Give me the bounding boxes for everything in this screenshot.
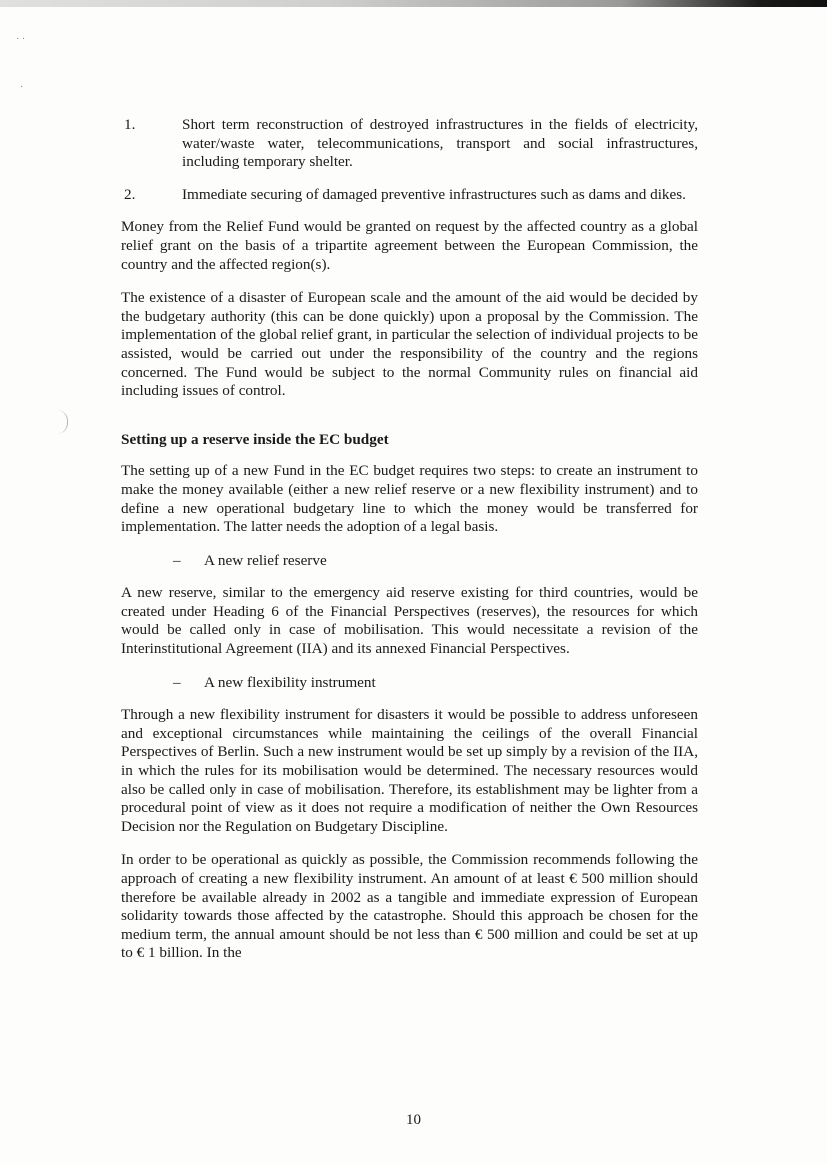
dash-item-flexibility-instrument <box>121 674 698 693</box>
scan-artifact: · · <box>16 34 26 45</box>
dash-item-text: A new relief reserve <box>204 551 327 569</box>
page-body <box>121 116 698 978</box>
paragraph-setting-up: The setting up of a new Fund in the EC budget requires two steps: to create an instrument to make the money available (either a new relief reserve or a new flexibility instrument) and to define a new operational budgetary line to which the money would be transferred for implementation. The latter needs the adoption of a legal basis. <box>121 462 698 536</box>
paragraph-relief-grant: Money from the Relief Fund would be granted on request by the affected country as a global relief grant on the basis of a tripartite agreement between the European Commission, the country and the affected region(s). <box>121 218 698 273</box>
item-number: 2. <box>124 185 136 203</box>
paragraph-new-reserve: A new reserve, similar to the emergency aid reserve existing for third countries, would be created under Heading 6 of the Financial Perspectives (reserves), the resources for which would be called only in case of mobilisation. This would necessitate a revision of the Interinstitutional Agreement (IIA) and its annexed Financial Perspectives. <box>121 584 698 658</box>
scan-top-edge <box>0 0 827 7</box>
numbered-item <box>121 186 698 205</box>
scan-artifact: · <box>20 82 24 93</box>
item-number: 1. <box>124 116 136 133</box>
margin-mark <box>57 410 68 434</box>
section-heading: Setting up a reserve inside the EC budget <box>121 430 389 448</box>
dash-bullet: – <box>173 673 181 691</box>
paragraph-recommendation: In order to be operational as quickly as possible, the Commission recommends following the approach of creating a new flexibility instrument. An amount of at least € 500 million should therefore be available already in 2002 as a tangible and immediate expression of European solidarity towards those affected by the catastrophe. Should this approach be chosen for the medium term, the annual amount should be not less than € 500 million and could be set at up to € 1 billion. In the <box>121 851 698 962</box>
item-text: Short term reconstruction of destroyed infrastructures in the fields of electricity, water/waste water, telecommunications, transport and social infrastructures, including temporary shelter. <box>182 116 698 171</box>
page-number: 10 <box>406 1112 421 1128</box>
item-text: Immediate securing of damaged preventive infrastructures such as dams and dikes. <box>182 185 686 203</box>
dash-bullet: – <box>173 551 181 569</box>
numbered-item <box>121 116 698 172</box>
dash-item-relief-reserve <box>121 552 698 571</box>
paragraph-flexibility: Through a new flexibility instrument for disasters it would be possible to address unforeseen and exceptional circumstances while maintaining the ceilings of the overall Financial Perspectives of Berlin. Such a new instrument would be set up simply by a revision of the IIA, in which the rules for its mobilisation would be determined. The necessary resources would also be called only in case of mobilisation. Therefore, its establishment may be lighter from a procedural point of view as it does not require a modification of neither the Own Resources Decision nor the Regulation on Budgetary Discipline. <box>121 706 698 835</box>
paragraph-budgetary-authority: The existence of a disaster of European scale and the amount of the aid would be decided by the budgetary authority (this can be done quickly) upon a proposal by the Commission. The implementation of the global relief grant, in particular the selection of individual projects to be assisted, would be carried out under the responsibility of the country and the regions concerned. The Fund would be subject to the normal Community rules on financial aid including issues of control. <box>121 289 698 400</box>
dash-item-text: A new flexibility instrument <box>204 673 376 691</box>
